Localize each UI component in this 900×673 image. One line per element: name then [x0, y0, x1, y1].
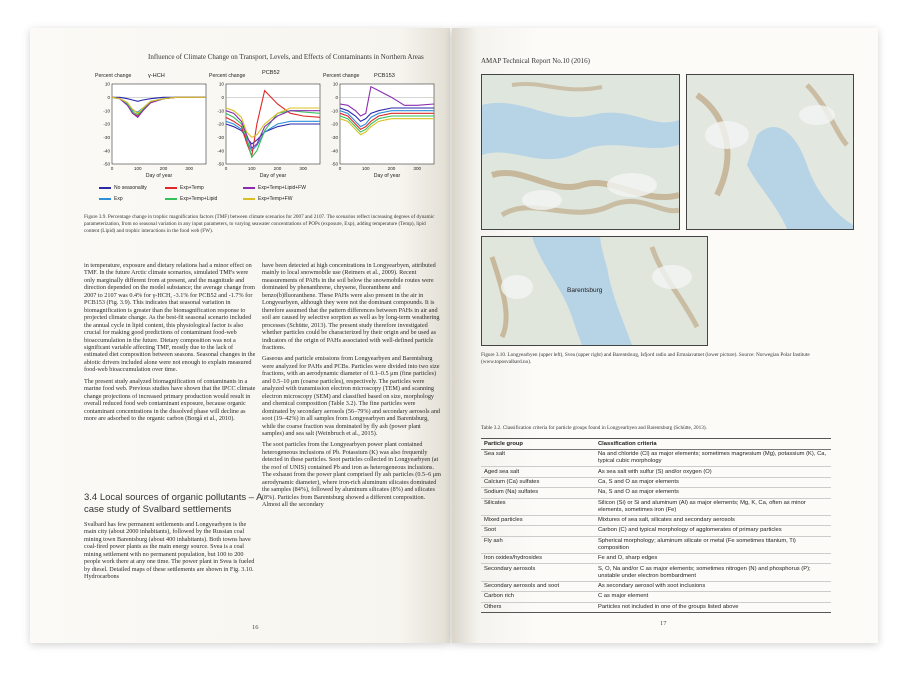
criteria-cell: Silicon (Si) or Si and aluminum (Al) as major elements; Mg, K, Ca, often as minor elements, sometimes iron (Fe): [595, 498, 831, 515]
y-tick-label: -10: [103, 108, 110, 114]
x-tick-label: 200: [273, 166, 282, 171]
chart-2-title: PCB52: [262, 70, 280, 76]
y-tick-label: -50: [217, 161, 224, 167]
page-number-left: 16: [252, 624, 259, 631]
y-tick-label: -40: [331, 148, 338, 154]
chart-pcb52-svg: [210, 78, 322, 186]
x-tick-label: 200: [159, 166, 168, 171]
x-axis-label: Day of year: [259, 173, 287, 179]
map-barentsburg: [481, 236, 708, 346]
y-tick-label: 10: [104, 81, 110, 87]
chart-1-ylabel: Percent change: [95, 73, 132, 79]
legend-swatch: [165, 198, 177, 200]
left-column-1-after-heading: [84, 521, 256, 585]
left-column-2: [262, 262, 442, 513]
y-tick-label: 0: [107, 94, 110, 100]
criteria-cell: Spherical morphology; aluminum silicate or metal (Fe sometimes titanium, Ti) composition: [595, 536, 831, 553]
criteria-cell: Fe and O, sharp edges: [595, 554, 831, 564]
criteria-cell: As sea salt with sulfur (S) and/or oxygen (O): [595, 467, 831, 477]
particle-group-cell: Others: [481, 602, 595, 612]
legend-item: [165, 196, 217, 202]
chart-1-title: γ-HCH: [148, 73, 165, 79]
running-head-left: Influence of Climate Change on Transport, Levels, and Effects of Contaminants in Northern Areas: [148, 53, 424, 61]
figure-3-10-caption: Figure 3.10. Longyearbyen (upper left), Svea (upper right) and Barentsburg, Isfjord radio and Ermaiаvatnet (lower picture). Source: Norwegian Polar Institute (www.toposvalbard.no).: [481, 352, 810, 366]
legend-label: Exp+Temp: [180, 185, 204, 191]
y-tick-label: -10: [331, 108, 338, 114]
criteria-cell: C as major element: [595, 592, 831, 602]
criteria-cell: Carbon (C) and typical morphology of agglomerates of primary particles: [595, 526, 831, 536]
paragraph: Svalbard has few permanent settlements and Longyearbyen is the main city (about 2000 inhabitants), followed by the Russian coal mining town Barentsburg (about 400 inhabitants). Both towns have coal-fired power plants as the main energy source. Sveа is a coal mining settlement with no permanent population, but 100 to 200 people work there at any one time. The power plant in Svea is fueled by diesel. Detailed maps of these settlements are shown in Fig. 3.10. Hydrocarbons: [84, 521, 255, 581]
x-axis-label: Day of year: [145, 173, 173, 179]
x-axis-label: Day of year: [373, 173, 401, 179]
particle-group-cell: Secondary aerosols and soot: [481, 581, 595, 591]
figure-3-9-caption: Figure 3.9. Percentage change in trophic magnification factors (TMF) between climate scenarios for 2007 and 2107. The scenarios reflect increasing degrees of dynamic parameterization, from no seasonal variation in any input parameters, to varying seawater concentrations of POPs (exposure, Exp), adding temperature (Temp), lipid content (Lipid) and trophic interactions in the food web (FW).: [84, 214, 435, 235]
table-row: [481, 592, 831, 602]
x-tick-label: 200: [387, 166, 396, 171]
legend-swatch: [243, 198, 255, 200]
x-tick-label: 0: [110, 166, 114, 171]
y-tick-label: -10: [217, 108, 224, 114]
table-row: [481, 602, 831, 612]
column-header: Classification criteria: [595, 439, 831, 450]
x-tick-label: 100: [133, 166, 142, 171]
criteria-cell: Mixtures of sea salt, silicates and secondary aerosols: [595, 515, 831, 525]
criteria-cell: Particles not included in one of the groups listed above: [595, 602, 831, 612]
chart-pcb153: [324, 78, 436, 186]
x-tick-label: 100: [361, 166, 370, 171]
table-row: [481, 467, 831, 477]
chart-pcb52: [210, 78, 322, 186]
particle-group-cell: Mixed particles: [481, 515, 595, 525]
paragraph: The present study analyzed biomagnification of contaminants in a marine food web. Previous studies have shown that the IPCC climate change projections of increased primary production would result in overall reduced food web contaminant exposure, because organic contaminant concentrations in the dissolved phase will decline as more are adsorbed to the organic carbon (Borgå et al., 2010).: [84, 377, 256, 423]
legend-label: Exp+Temp+Lipid: [180, 196, 218, 202]
particle-group-cell: Aged sea salt: [481, 467, 595, 477]
map-svea-graphic: [687, 75, 853, 229]
y-tick-label: -20: [331, 121, 338, 127]
paragraph: The soot particles from the Longyearbyen power plant contained heterogeneous inclusions of Pb. Potassium (K) was also frequently detected in these particles. Soot particles collected in Longyearbyen (at the roof of UNIS) contained Pb and iron as heterogeneous inclusions. The exhaust from the power plant comprised fly ash particles (0.5–6 μm aerodynamic diameter), where iron-rich aluminum silicates dominated the samples (84%), followed by aluminum silicates (8%) and silicates (8%). Particles from Barentsburg showed a different composition. Almost all the secondary: [262, 441, 441, 509]
chart-pcb153-svg: [324, 78, 436, 186]
legend-item: [243, 196, 292, 202]
chart-gamma-hch: [96, 78, 208, 186]
y-tick-label: 10: [332, 81, 338, 87]
legend-item: [165, 185, 204, 191]
table-row: [481, 536, 831, 553]
table-3-2-caption: Table 3.2. Classification criteria for particle groups found in Longyearbyen and Barentsburg (Schütte, 2013).: [481, 425, 707, 431]
particle-group-cell: Sea salt: [481, 450, 595, 467]
table-header-row: [481, 439, 831, 450]
particle-group-cell: Sodium (Na) sulfates: [481, 488, 595, 498]
legend-swatch: [99, 198, 111, 200]
legend-label: Exp+Temp+FW: [258, 196, 293, 202]
particle-group-cell: Calcium (Ca) sulfates: [481, 477, 595, 487]
particle-group-cell: Soot: [481, 526, 595, 536]
legend-swatch: [243, 187, 255, 189]
x-tick-label: 300: [413, 166, 422, 171]
particle-group-cell: Secondary aerosols: [481, 564, 595, 581]
particle-group-cell: Carbon rich: [481, 592, 595, 602]
legend-swatch: [165, 187, 177, 189]
table-row: [481, 554, 831, 564]
table-row: [481, 488, 831, 498]
plot-area: [112, 84, 206, 164]
y-tick-label: -50: [103, 161, 110, 167]
x-tick-label: 0: [224, 166, 228, 171]
table-row: [481, 581, 831, 591]
criteria-cell: Ca, S and O as major elements: [595, 477, 831, 487]
y-tick-label: -40: [217, 148, 224, 154]
legend-item: [99, 185, 147, 191]
table-row: [481, 477, 831, 487]
paragraph: Gaseous and particle emissions from Longyearbyen and Barentsburg were analyzed for PAHs and PCBs. Particles were divided into two size fractions, with an aerodynamic diameter of 0.1–0.5 μm (fine particles) and 0.5–10 μm (coarse particles), respectively. The particles were analyzed with transmission electron microscopy (TEM) and scanning electron microscopy (SEM) and classified based on size, morphology and chemical composition (Table 3.2). The fine particles were dominated by secondary aerosols (56–79%) and secondary aerosols and soot (19–42%) in all samples from Longyearbyen and Barentsburg, while the coarse fraction was dominated by fly ash (power plant samples) and sea salt (Weinbruch et al., 2015).: [262, 355, 441, 437]
table-row: [481, 498, 831, 515]
plot-area: [340, 84, 434, 164]
column-header: Particle group: [481, 439, 595, 450]
x-tick-label: 300: [185, 166, 194, 171]
map-label-barentsburg: Barentsburg: [567, 287, 603, 294]
table-row: [481, 515, 831, 525]
legend-item: [243, 185, 306, 191]
y-tick-label: -30: [331, 134, 338, 140]
criteria-cell: S, O, Na and/or C as major elements; sometimes nitrogen (N) and phosphorus (P); unstable under electron bombardment: [595, 564, 831, 581]
table-row: [481, 450, 831, 467]
y-tick-label: -20: [217, 121, 224, 127]
chart-3-title: PCB153: [374, 73, 395, 79]
particle-classification-table: [481, 438, 831, 613]
y-tick-label: 0: [335, 94, 338, 100]
y-tick-label: -20: [103, 121, 110, 127]
y-tick-label: -40: [103, 148, 110, 154]
y-tick-label: 10: [218, 81, 224, 87]
map-svea: [686, 74, 854, 230]
y-tick-label: 0: [221, 94, 224, 100]
chart-legend: [95, 183, 415, 207]
particle-group-cell: Iron oxides/hydroxides: [481, 554, 595, 564]
running-head-right: AMAP Technical Report No.10 (2016): [481, 57, 590, 65]
criteria-cell: Na and chloride (Cl) as major elements; sometimes magnesium (Mg), potassium (K), Ca, typical cubic morphology: [595, 450, 831, 467]
map-longyearbyen-graphic: [482, 75, 679, 229]
map-longyearbyen: [481, 74, 680, 230]
x-tick-label: 0: [338, 166, 342, 171]
page-number-right: 17: [660, 620, 667, 627]
section-heading: 3.4 Local sources of organic pollutants – A case study of Svalbard settlements: [84, 492, 262, 515]
legend-label: No seasonality: [114, 185, 147, 191]
legend-item: [99, 196, 123, 202]
table-row: [481, 564, 831, 581]
y-tick-label: -50: [331, 161, 338, 167]
chart-3-ylabel: Percent change: [323, 73, 360, 79]
chart-gamma-hch-svg: [96, 78, 208, 186]
paragraph: in temperature, exposure and dietary relations had a minor effect on TMF. In the future Arctic climate scenarios, simulated TMFs were only marginally different from at present, and the magnitude and direction depended on the model substance; the average change from 2007 to 2107 was 0.4% for γ-HCH, -3.1% for PCB52 and -1.7% for PCB153 (Fig. 3.9). This indicates that seasonal variation in biomagnification is greater than the biomagnification response to projected climate change. As the best-fit seasonal scenario included the annual cycle in lipid content, this physiological factor is also crucial for making good predictions of contaminant food-web bioaccumulation in the future. Dietary composition was not a significant variable affecting TMF, mostly due to the lack of estimated diet composition between seasons. Seasonal changes in the abiotic drivers included alone were not enough to explain measured food-web bioaccumulation over time.: [84, 262, 256, 374]
paragraph: have been detected at high concentrations in Longyearbyen, attributed mainly to local snowmobile use (Reimers et al., 2009). Recent measurements of PAHs in the soil below the snowmobile routes were dominated by phenanthrene, chrysene, fluoranthene and benzo(b)fluoranthene. These PAHs were also present in the air in Longyearbyen, although they were not the dominant compounds. It is therefore assumed that the pattern differences between PAHs in air and soil are caused by selective sorption as well as by long-term weathering processes (Schütte, 2013). The present study therefore investigated whether particles could be characterized by their origin and be used as indicators of the origin of PAHs associated with well-defined particle fractions.: [262, 262, 440, 351]
y-tick-label: -30: [103, 134, 110, 140]
particle-group-cell: Fly ash: [481, 536, 595, 553]
legend-label: Exp+Temp+Lipid+FW: [258, 185, 306, 191]
x-tick-label: 100: [247, 166, 256, 171]
y-tick-label: -30: [217, 134, 224, 140]
particle-group-cell: Silicates: [481, 498, 595, 515]
legend-swatch: [99, 187, 111, 189]
criteria-cell: As secondary aerosol with soot inclusions: [595, 581, 831, 591]
chart-2-ylabel: Percent change: [209, 73, 246, 79]
x-tick-label: 300: [299, 166, 308, 171]
criteria-cell: Na, S and O as major elements: [595, 488, 831, 498]
left-column-1: [84, 262, 256, 427]
legend-label: Exp: [114, 196, 123, 202]
table-row: [481, 526, 831, 536]
